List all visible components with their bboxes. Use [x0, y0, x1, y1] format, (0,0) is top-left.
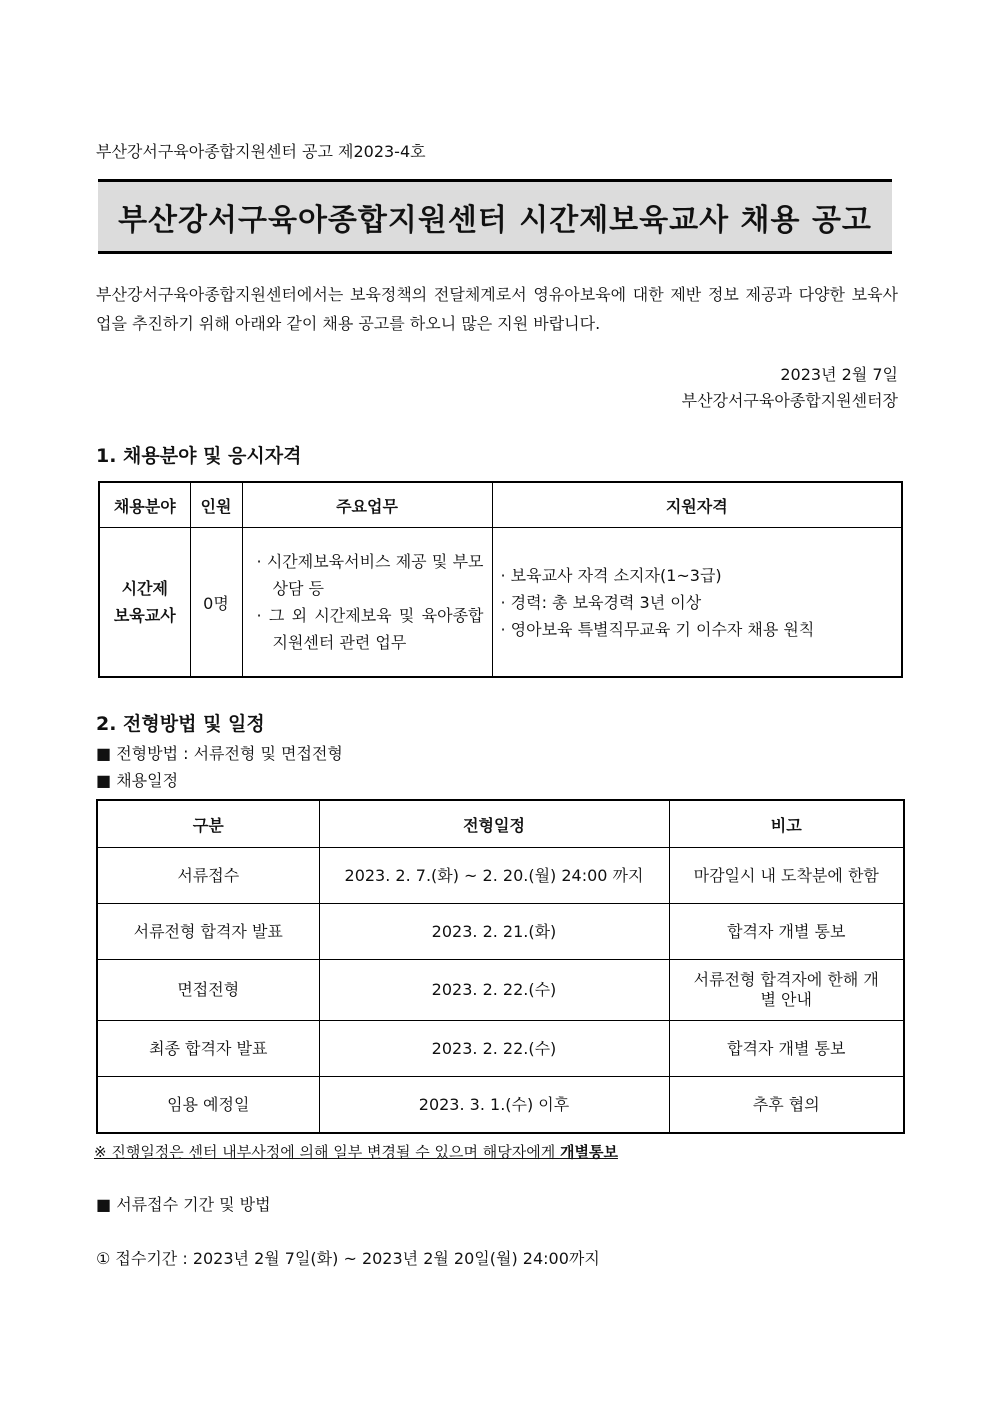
header-stage: 구분	[97, 800, 319, 848]
date-cell: 2023. 2. 22.(수)	[319, 1021, 669, 1077]
recruitment-header-row	[99, 482, 902, 528]
title-banner	[98, 179, 892, 254]
header-duties: 주요업무	[242, 482, 492, 528]
qualification-item: · 영아보육 특별직무교육 기 이수자 채용 원칙	[500, 619, 815, 639]
table-row	[97, 1021, 904, 1077]
header-note: 비고	[669, 800, 904, 848]
selection-method: ■ 전형방법 : 서류전형 및 면접전형	[96, 744, 343, 763]
section2-heading: 2. 전형방법 및 일정	[96, 713, 265, 735]
recruitment-row	[99, 528, 902, 678]
table-row	[97, 848, 904, 904]
field-line2: 보육교사	[113, 606, 176, 625]
stage-cell: 서류접수	[97, 848, 319, 904]
schedule-header-row	[97, 800, 904, 848]
date-cell: 2023. 2. 21.(화)	[319, 904, 669, 960]
schedule-table	[96, 799, 905, 1134]
schedule-footnote	[94, 1141, 618, 1162]
footnote-emphasis: 개별통보	[559, 1143, 618, 1161]
date-cell: 2023. 2. 22.(수)	[319, 960, 669, 1021]
stage-cell: 면접전형	[97, 960, 319, 1021]
note-cell: 추후 협의	[669, 1077, 904, 1134]
field-cell	[99, 528, 190, 678]
header-qualifications: 지원자격	[492, 482, 902, 528]
note-cell: 서류전형 합격자에 한해 개별 안내	[669, 960, 904, 1021]
application-period: ① 접수기간 : 2023년 2월 7일(화) ~ 2023년 2월 20일(월) 24:00까지	[96, 1249, 600, 1268]
note-cell: 합격자 개별 통보	[669, 1021, 904, 1077]
qualification-item: · 보육교사 자격 소지자(1~3급)	[500, 565, 722, 585]
duties-cell	[242, 528, 492, 678]
footnote-text: ※ 진행일정은 센터 내부사정에 의해 일부 변경될 수 있으며 해당자에게	[94, 1143, 560, 1161]
documents-label: ■ 서류접수 기간 및 방법	[96, 1195, 271, 1214]
date-cell: 2023. 2. 7.(화) ~ 2. 20.(월) 24:00 까지	[319, 848, 669, 904]
date-cell: 2023. 3. 1.(수) 이후	[319, 1077, 669, 1134]
duty-item: · 시간제보육서비스 제공 및 부모상담 등	[256, 552, 484, 598]
header-count: 인원	[190, 482, 242, 528]
page-title: 부산강서구육아종합지원센터 시간제보육교사 채용 공고	[118, 202, 872, 238]
stage-cell: 임용 예정일	[97, 1077, 319, 1134]
schedule-label: ■ 채용일정	[96, 771, 179, 790]
field-line1: 시간제	[121, 579, 168, 598]
section1-heading: 1. 채용분야 및 응시자격	[96, 445, 302, 467]
note-cell: 합격자 개별 통보	[669, 904, 904, 960]
qualifications-list	[493, 562, 902, 643]
note-cell: 마감일시 내 도착분에 한함	[669, 848, 904, 904]
intro-paragraph: 부산강서구육아종합지원센터에서는 보육정책의 전달체계로서 영유아보육에 대한 제반 정보 제공과 다양한 보육사업을 추진하기 위해 아래와 같이 채용 공고를 하오니 많은 지원 바랍니다.	[96, 285, 898, 333]
header-field: 채용분야	[99, 482, 190, 528]
recruitment-table	[98, 481, 903, 678]
stage-cell: 서류전형 합격자 발표	[97, 904, 319, 960]
table-row	[97, 904, 904, 960]
notice-signer: 부산강서구육아종합지원센터장	[681, 391, 898, 410]
count-cell: 0명	[190, 528, 242, 678]
qualification-item: · 경력: 총 보육경력 3년 이상	[500, 592, 702, 612]
qualifications-cell	[492, 528, 902, 678]
notice-date: 2023년 2월 7일	[780, 365, 898, 384]
header-schedule: 전형일정	[319, 800, 669, 848]
table-row	[97, 1077, 904, 1134]
table-row	[97, 960, 904, 1021]
duty-item: · 그 외 시간제보육 및 육아종합지원센터 관련 업무	[256, 606, 484, 652]
duties-list	[251, 548, 484, 656]
stage-cell: 최종 합격자 발표	[97, 1021, 319, 1077]
notice-number: 부산강서구육아종합지원센터 공고 제2023-4호	[96, 142, 426, 161]
